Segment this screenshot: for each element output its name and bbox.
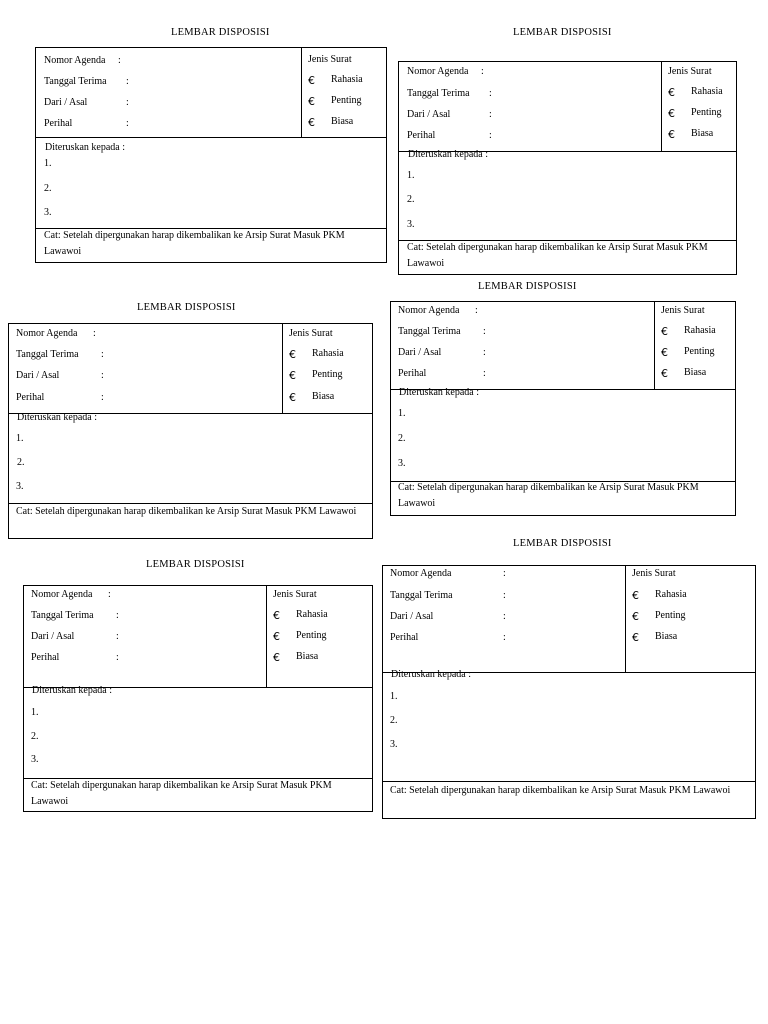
recipient-line: 2. [390, 715, 398, 726]
return-note: Cat: Setelah dipergunakan harap dikembalikan ke Arsip Surat Masuk PKM Lawawoi [31, 780, 332, 807]
field-label: Tanggal Terima [407, 88, 470, 99]
field-colon: : [116, 631, 119, 642]
checkbox-icon: € [289, 391, 296, 404]
disposition-form [390, 301, 736, 516]
option-label: Biasa [655, 631, 678, 642]
field-row [390, 632, 624, 646]
option-label: Penting [312, 369, 343, 380]
field-colon: : [483, 326, 486, 337]
field-label: Dari / Asal [44, 97, 88, 108]
recipient-line: 1. [44, 158, 52, 169]
field-row [44, 76, 300, 90]
disposition-form [23, 585, 373, 812]
letter-type-option[interactable] [273, 651, 368, 665]
letter-type-option[interactable] [661, 325, 731, 339]
return-note: Cat: Setelah dipergunakan harap dikembalikan ke Arsip Surat Masuk PKM Lawawoi [16, 506, 357, 517]
recipient-line: 3. [390, 739, 398, 750]
recipient-line: 3. [44, 207, 52, 218]
field-row [398, 305, 653, 319]
field-label: Nomor Agenda [31, 589, 93, 600]
disposition-form [8, 323, 373, 539]
field-row [31, 589, 265, 603]
field-row [16, 328, 281, 342]
option-label: Rahasia [331, 74, 363, 85]
option-label: Rahasia [691, 86, 723, 97]
field-row [390, 611, 624, 625]
return-note: Cat: Setelah dipergunakan harap dikembalikan ke Arsip Surat Masuk PKM Lawawoi [407, 242, 708, 269]
recipient-line: 3. [16, 481, 24, 492]
letter-type-option[interactable] [661, 346, 731, 360]
field-row [16, 392, 281, 406]
disposition-form [398, 61, 737, 275]
field-colon: : [503, 568, 506, 579]
form-title: LEMBAR DISPOSISI [137, 302, 236, 313]
option-label: Biasa [684, 367, 707, 378]
recipient-line: 2. [407, 194, 415, 205]
option-label: Rahasia [312, 348, 344, 359]
field-label: Perihal [390, 632, 419, 643]
field-colon: : [483, 368, 486, 379]
letter-type-block [661, 62, 736, 151]
field-label: Perihal [398, 368, 427, 379]
letter-info-block [399, 62, 662, 151]
letter-type-option[interactable] [308, 74, 382, 88]
recipient-line: 1. [390, 691, 398, 702]
option-label: Biasa [691, 128, 714, 139]
field-colon: : [503, 611, 506, 622]
field-colon: : [126, 118, 129, 129]
letter-type-option[interactable] [632, 610, 751, 624]
jenis-surat-label: Jenis Surat [632, 568, 676, 579]
recipient-line: 1. [31, 707, 39, 718]
option-label: Biasa [331, 116, 354, 127]
field-row [16, 349, 281, 363]
checkbox-icon: € [668, 86, 675, 99]
checkbox-icon: € [308, 74, 315, 87]
jenis-surat-label: Jenis Surat [308, 54, 352, 65]
option-label: Penting [684, 346, 715, 357]
recipient-line: 2. [17, 457, 25, 468]
field-row [390, 590, 624, 604]
field-row [16, 370, 281, 384]
field-row [31, 652, 265, 666]
field-row [31, 631, 265, 645]
field-label: Tanggal Terima [31, 610, 94, 621]
checkbox-icon: € [632, 631, 639, 644]
field-label: Dari / Asal [31, 631, 75, 642]
field-label: Dari / Asal [398, 347, 442, 358]
field-label: Perihal [44, 118, 73, 129]
field-label: Tanggal Terima [398, 326, 461, 337]
field-colon: : [118, 55, 121, 66]
disposition-form [35, 47, 387, 263]
diteruskan-label: Diteruskan kepada : [45, 142, 125, 153]
diteruskan-label: Diteruskan kepada : [32, 685, 112, 696]
field-colon: : [93, 328, 96, 339]
letter-type-block [625, 566, 755, 672]
diteruskan-label: Diteruskan kepada : [391, 669, 471, 680]
recipient-line: 3. [398, 458, 406, 469]
recipient-line: 2. [398, 433, 406, 444]
recipient-line: 3. [31, 754, 39, 765]
checkbox-icon: € [308, 95, 315, 108]
field-label: Tanggal Terima [44, 76, 107, 87]
letter-info-block [383, 566, 626, 672]
field-label: Nomor Agenda [407, 66, 469, 77]
field-label: Dari / Asal [390, 611, 434, 622]
checkbox-icon: € [668, 128, 675, 141]
field-colon: : [503, 590, 506, 601]
note-divider [383, 781, 755, 782]
field-colon: : [483, 347, 486, 358]
letter-type-option[interactable] [273, 609, 368, 623]
field-row [398, 326, 653, 340]
field-label: Nomor Agenda [390, 568, 452, 579]
option-label: Biasa [312, 391, 335, 402]
field-colon: : [116, 610, 119, 621]
form-header-section [399, 62, 736, 152]
field-colon: : [489, 88, 492, 99]
recipient-line: 1. [398, 408, 406, 419]
field-row [44, 55, 300, 69]
field-colon: : [101, 392, 104, 403]
field-colon: : [101, 349, 104, 360]
option-label: Biasa [296, 651, 319, 662]
form-title: LEMBAR DISPOSISI [478, 281, 577, 292]
recipient-line: 2. [31, 731, 39, 742]
form-header-section [24, 586, 372, 688]
letter-type-option[interactable] [273, 630, 368, 644]
option-label: Rahasia [296, 609, 328, 620]
letter-info-block [24, 586, 267, 687]
checkbox-icon: € [273, 651, 280, 664]
field-colon: : [481, 66, 484, 77]
field-label: Tanggal Terima [16, 349, 79, 360]
field-row [390, 568, 624, 582]
field-label: Dari / Asal [407, 109, 451, 120]
checkbox-icon: € [661, 367, 668, 380]
letter-type-option[interactable] [289, 369, 368, 383]
letter-type-block [266, 586, 372, 687]
letter-info-block [391, 302, 655, 389]
field-label: Dari / Asal [16, 370, 60, 381]
form-title: LEMBAR DISPOSISI [513, 27, 612, 38]
jenis-surat-label: Jenis Surat [661, 305, 705, 316]
letter-type-option[interactable] [668, 86, 732, 100]
option-label: Penting [331, 95, 362, 106]
field-row [407, 88, 660, 102]
letter-type-option[interactable] [289, 348, 368, 362]
field-label: Nomor Agenda [398, 305, 460, 316]
recipient-line: 1. [16, 433, 24, 444]
form-title: LEMBAR DISPOSISI [146, 559, 245, 570]
letter-type-option[interactable] [661, 367, 731, 381]
field-row [44, 118, 300, 132]
form-title: LEMBAR DISPOSISI [171, 27, 270, 38]
field-colon: : [116, 652, 119, 663]
field-row [407, 130, 660, 144]
option-label: Rahasia [655, 589, 687, 600]
diteruskan-label: Diteruskan kepada : [17, 412, 97, 423]
field-label: Perihal [31, 652, 60, 663]
field-row [398, 347, 653, 361]
field-row [398, 368, 653, 382]
letter-type-block [301, 48, 386, 137]
return-note: Cat: Setelah dipergunakan harap dikembalikan ke Arsip Surat Masuk PKM Lawawoi [390, 785, 731, 796]
field-colon: : [108, 589, 111, 600]
option-label: Penting [691, 107, 722, 118]
letter-type-option[interactable] [308, 95, 382, 109]
letter-type-option[interactable] [632, 589, 751, 603]
field-colon: : [126, 76, 129, 87]
field-colon: : [503, 632, 506, 643]
letter-info-block [9, 324, 283, 413]
form-header-section [36, 48, 386, 138]
return-note: Cat: Setelah dipergunakan harap dikembalikan ke Arsip Surat Masuk PKM Lawawoi [44, 230, 345, 257]
letter-type-option[interactable] [668, 128, 732, 142]
field-row [407, 66, 660, 80]
letter-type-block [654, 302, 735, 389]
recipient-line: 2. [44, 183, 52, 194]
option-label: Rahasia [684, 325, 716, 336]
field-row [31, 610, 265, 624]
field-label: Tanggal Terima [390, 590, 453, 601]
form-header-section [9, 324, 372, 414]
checkbox-icon: € [289, 369, 296, 382]
checkbox-icon: € [273, 630, 280, 643]
form-header-section [391, 302, 735, 390]
field-label: Perihal [16, 392, 45, 403]
recipient-line: 3. [407, 219, 415, 230]
checkbox-icon: € [308, 116, 315, 129]
jenis-surat-label: Jenis Surat [289, 328, 333, 339]
field-colon: : [101, 370, 104, 381]
checkbox-icon: € [661, 325, 668, 338]
checkbox-icon: € [273, 609, 280, 622]
disposition-form [382, 565, 756, 819]
field-colon: : [489, 130, 492, 141]
letter-info-block [36, 48, 302, 137]
form-header-section [383, 566, 755, 673]
option-label: Penting [655, 610, 686, 621]
field-row [407, 109, 660, 123]
letter-type-option[interactable] [668, 107, 732, 121]
diteruskan-label: Diteruskan kepada : [399, 387, 479, 398]
checkbox-icon: € [632, 610, 639, 623]
recipient-line: 1. [407, 170, 415, 181]
jenis-surat-label: Jenis Surat [668, 66, 712, 77]
checkbox-icon: € [661, 346, 668, 359]
field-colon: : [489, 109, 492, 120]
field-label: Nomor Agenda [16, 328, 78, 339]
field-label: Perihal [407, 130, 436, 141]
checkbox-icon: € [289, 348, 296, 361]
field-colon: : [475, 305, 478, 316]
checkbox-icon: € [632, 589, 639, 602]
letter-type-option[interactable] [632, 631, 751, 645]
option-label: Penting [296, 630, 327, 641]
diteruskan-label: Diteruskan kepada : [408, 149, 488, 160]
field-colon: : [126, 97, 129, 108]
field-row [44, 97, 300, 111]
jenis-surat-label: Jenis Surat [273, 589, 317, 600]
letter-type-block [282, 324, 372, 413]
letter-type-option[interactable] [289, 391, 368, 405]
field-label: Nomor Agenda [44, 55, 106, 66]
checkbox-icon: € [668, 107, 675, 120]
form-title: LEMBAR DISPOSISI [513, 538, 612, 549]
letter-type-option[interactable] [308, 116, 382, 130]
return-note: Cat: Setelah dipergunakan harap dikembalikan ke Arsip Surat Masuk PKM Lawawoi [398, 482, 699, 509]
